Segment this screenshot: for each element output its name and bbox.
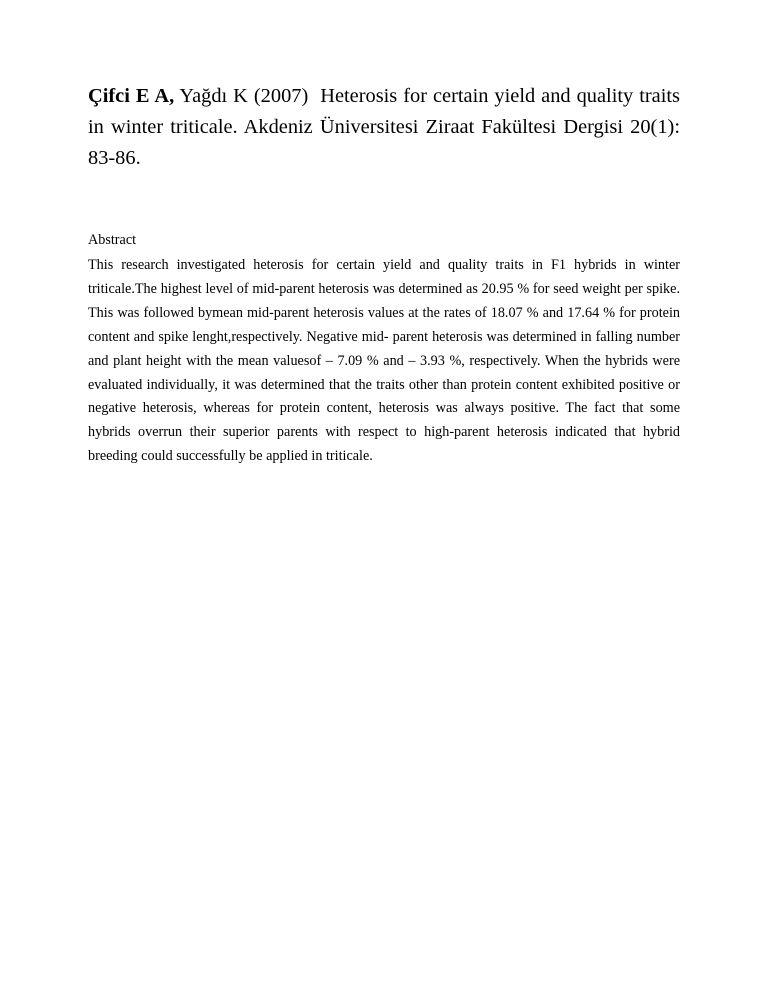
citation-authors-bold: Çifci E A, [88,85,175,107]
citation-authors-rest: Yağdı K (2007) [174,85,321,107]
citation [88,81,680,174]
abstract-heading: Abstract [88,232,137,248]
abstract-body: This research investigated heterosis for certain yield and quality traits in F1 hybrids in winter triticale.The highest level of mid-parent heterosis was determined as 20.95 % for seed weight per spike. This was followed bymean mid-parent heterosis values at the rates of 18.07 % and 17.64 % for protein content and spike lenght,respectively. Negative mid- parent heterosis was determined in falling number and plant height with the mean valuesof – 7.09 % and – 3.93 %, respectively. When the hybrids were evaluated individually, it was determined that the traits other than protein content exhibited positive or negative heterosis, whereas for protein content, heterosis was always positive. The fact that some hybrids overrun their superior parents with respect to high-parent heterosis indicated that hybrid breeding could successfully be applied in triticale. [88,257,680,465]
citation-title-source: Heterosis for certain yield and quality traits in winter triticale. Akdeniz Üniversitesi Ziraat Fakültesi Dergisi 20(1): 83-86. [88,85,680,169]
